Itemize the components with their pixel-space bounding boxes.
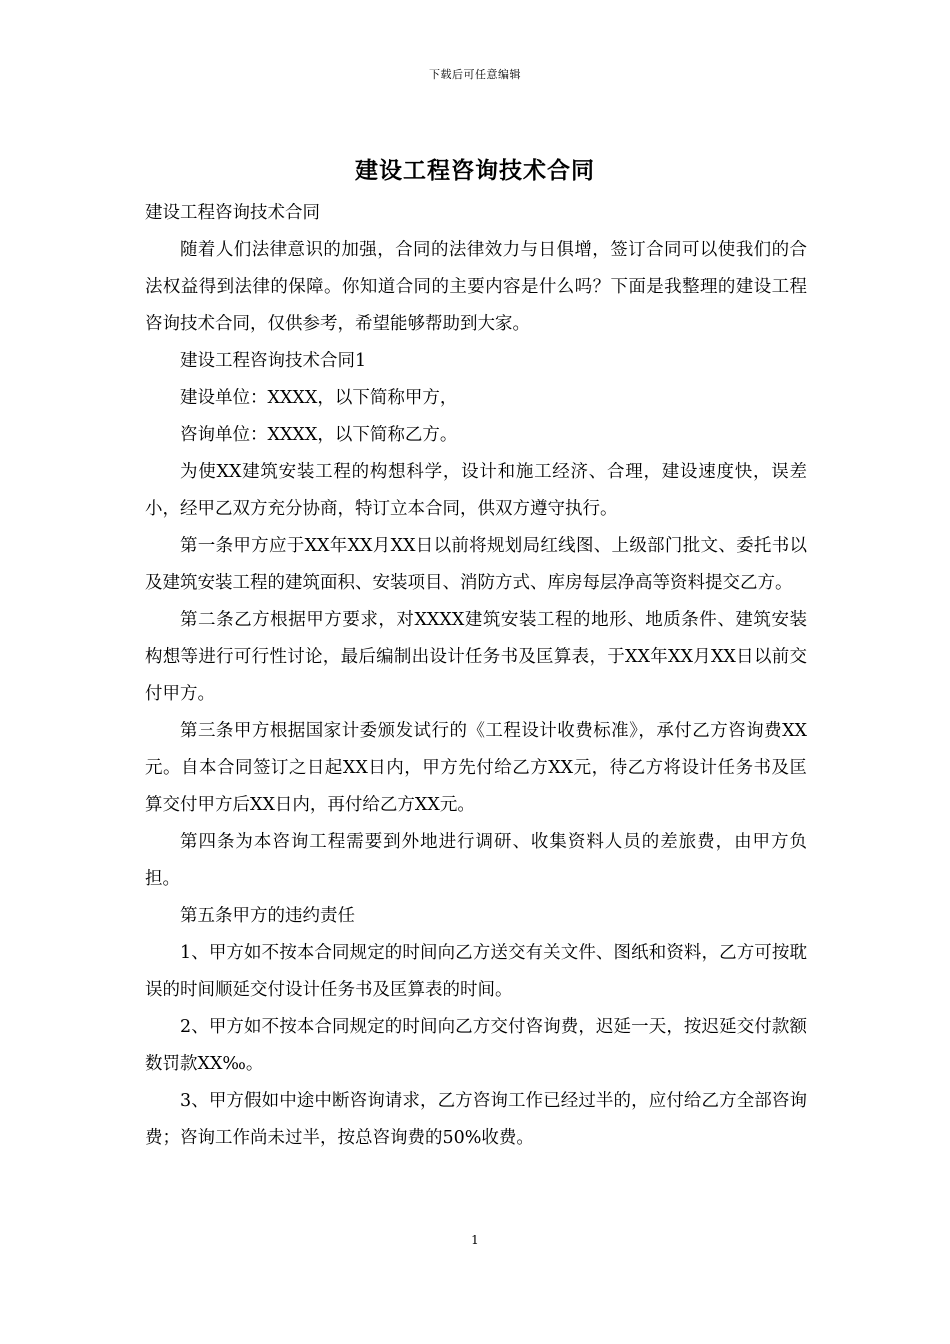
paragraph-article-2: 第二条乙方根据甲方要求，对XXXX建筑安装工程的地形、地质条件、建筑安装构想等进行可行性讨论，最后编制出设计任务书及匡算表，于XX年XX月XX日以前交付甲方。 — [145, 610, 807, 704]
paragraph-subtitle: 建设工程咨询技术合同 — [145, 203, 320, 223]
paragraph-purpose: 为使XX建筑安装工程的构想科学，设计和施工经济、合理，建设速度快，误差小，经甲乙双方充分协商，特订立本合同，供双方遵守执行。 — [145, 462, 807, 519]
paragraph-party-a: 建设单位：XXXX，以下简称甲方， — [180, 388, 458, 408]
document-body — [145, 195, 807, 1157]
paragraph-clause-2: 2、甲方如不按本合同规定的时间向乙方交付咨询费，迟延一天，按迟延交付款额数罚款XX‰。 — [145, 1017, 807, 1074]
paragraph-article-4: 第四条为本咨询工程需要到外地进行调研、收集资料人员的差旅费，由甲方负担。 — [145, 832, 807, 889]
page-header-note: 下载后可任意编辑 — [429, 68, 521, 81]
paragraph-article-5: 第五条甲方的违约责任 — [180, 906, 355, 926]
paragraph-intro: 随着人们法律意识的加强，合同的法律效力与日俱增，签订合同可以使我们的合法权益得到法律的保障。你知道合同的主要内容是什么吗？下面是我整理的建设工程咨询技术合同，仅供参考，希望能够帮助到大家。 — [145, 240, 807, 334]
paragraph-article-1: 第一条甲方应于XX年XX月XX日以前将规划局红线图、上级部门批文、委托书以及建筑安装工程的建筑面积、安装项目、消防方式、库房每层净高等资料提交乙方。 — [145, 536, 807, 593]
paragraph-article-3: 第三条甲方根据国家计委颁发试行的《工程设计收费标准》，承付乙方咨询费XX元。自本合同签订之日起XX日内，甲方先付给乙方XX元，待乙方将设计任务书及匡算交付甲方后XX日内，再付给乙方XX元。 — [145, 721, 807, 815]
paragraph-party-b: 咨询单位：XXXX，以下简称乙方。 — [180, 425, 458, 445]
paragraph-clause-3: 3、甲方假如中途中断咨询请求，乙方咨询工作已经过半的，应付给乙方全部咨询费；咨询工作尚未过半，按总咨询费的50%收费。 — [145, 1091, 807, 1148]
paragraph-clause-1: 1、甲方如不按本合同规定的时间向乙方送交有关文件、图纸和资料，乙方可按耽误的时间顺延交付设计任务书及匡算表的时间。 — [145, 943, 807, 1000]
document-title: 建设工程咨询技术合同 — [355, 157, 595, 184]
paragraph-contract-heading: 建设工程咨询技术合同1 — [180, 351, 367, 371]
page-number: 1 — [471, 1233, 479, 1247]
